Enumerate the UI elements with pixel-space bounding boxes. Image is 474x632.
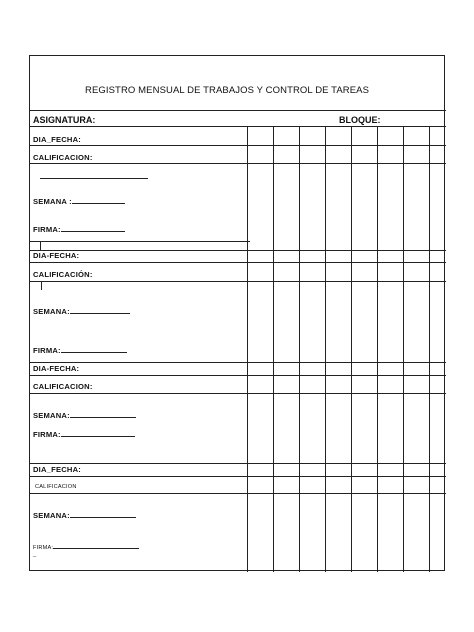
form-title: REGISTRO MENSUAL DE TRABAJOS Y CONTROL DE TAREAS — [85, 85, 370, 96]
firma-label: FIRMA: — [33, 225, 61, 234]
semana-field — [33, 197, 125, 206]
firma-underline — [61, 231, 125, 232]
stray-mark: _ — [33, 552, 37, 558]
firma-field — [33, 430, 135, 439]
semana-label: SEMANA: — [33, 307, 70, 316]
divider — [30, 362, 446, 363]
semana-label: SEMANA: — [33, 511, 70, 520]
firma-underline — [53, 548, 139, 549]
dia-fecha-label: DIA-FECHA: — [33, 251, 80, 260]
divider — [30, 241, 250, 242]
divider — [30, 375, 446, 376]
dia-fecha-label: DIA_FECHA: — [33, 135, 81, 144]
calificacion-label: CALIFICACION: — [33, 153, 93, 162]
semana-field — [33, 411, 136, 420]
dia-fecha-label: DIA-FECHA: — [33, 364, 80, 373]
grid-column-line — [273, 126, 274, 572]
divider — [30, 393, 446, 394]
firma-underline — [61, 352, 127, 353]
firma-label: FIRMA: — [33, 430, 61, 439]
divider — [30, 281, 446, 282]
firma-field — [33, 346, 127, 355]
grid-column-line — [325, 126, 326, 572]
blank-line — [40, 178, 148, 179]
calificacion-label: CALIFICACION: — [33, 382, 93, 391]
divider — [30, 163, 446, 164]
semana-underline — [70, 517, 136, 518]
semana-underline — [70, 313, 130, 314]
divider — [30, 262, 446, 263]
semana-label: SEMANA: — [33, 411, 70, 420]
firma-label: FIRMA: — [33, 346, 61, 355]
firma-field — [33, 225, 125, 234]
grid-column-line — [351, 126, 352, 572]
grid-column-line — [403, 126, 404, 572]
grid-column-line — [429, 126, 430, 572]
firma-underline — [61, 436, 135, 437]
divider — [30, 110, 446, 111]
divider — [30, 476, 446, 477]
calificacion-label: CALIFICACIÓN: — [33, 270, 93, 279]
calificacion-label: CALIFICACION — [35, 484, 77, 490]
divider — [30, 126, 446, 127]
semana-label: SEMANA : — [33, 197, 72, 206]
asignatura-label: ASIGNATURA: — [33, 115, 96, 125]
divider — [30, 250, 446, 251]
form-page — [29, 55, 445, 571]
divider — [30, 493, 446, 494]
semana-underline — [72, 203, 125, 204]
divider — [30, 463, 446, 464]
grid-column-line — [247, 126, 248, 572]
dia-fecha-label: DIA_FECHA: — [33, 465, 81, 474]
tick-mark — [41, 281, 42, 290]
firma-field — [33, 545, 139, 551]
bloque-label: BLOQUE: — [339, 115, 381, 125]
grid-column-line — [299, 126, 300, 572]
semana-underline — [70, 417, 136, 418]
grid-column-line — [377, 126, 378, 572]
divider — [30, 145, 446, 146]
firma-label: FIRMA: — [33, 545, 54, 551]
semana-field — [33, 307, 130, 316]
semana-field — [33, 511, 136, 520]
tick-mark — [40, 241, 41, 250]
